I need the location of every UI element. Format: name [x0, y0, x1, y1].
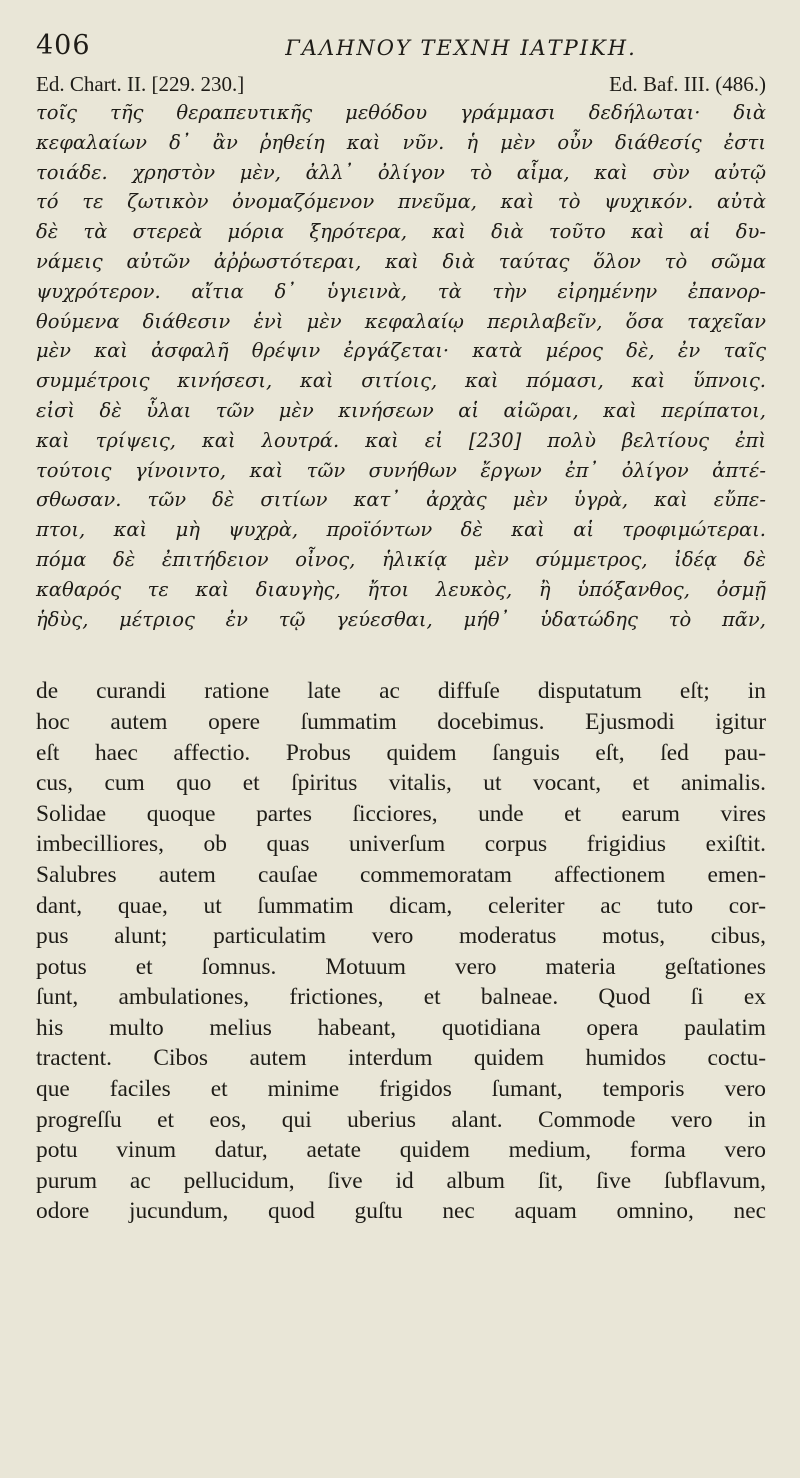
latin-text-line: eſt haec affectio. Probus quidem ſanguis eſt, ſed pau-	[36, 739, 766, 766]
latin-text-line: imbecilliores, ob quas univerſum corpus frigidius exiſtit.	[36, 831, 766, 858]
edition-reference-chart: Ed. Chart. II. [229. 230.]	[36, 72, 245, 96]
greek-text-line: νάμεις αὐτῶν ἀῤῥωστότεραι, καὶ διὰ ταύτας ὅλον τὸ σῶμα	[36, 249, 766, 273]
greek-text-line: τοῖς τῆς θεραπευτικῆς μεθόδου γράμμασι δεδήλωται· διὰ	[36, 101, 766, 124]
greek-text-line: σθωσαν. τῶν δὲ σιτίων κατ᾽ ἀρχὰς μὲν ὑγρὰ, καὶ εὔπε-	[36, 488, 766, 512]
greek-text-line: ψυχρότερον. αἴτια δ᾽ ὑγιεινὰ, τὰ τὴν εἰρημένην ἐπανορ-	[36, 279, 766, 303]
latin-text-line: dant, quae, ut ſummatim dicam, celeriter ac tuto cor-	[36, 892, 766, 919]
latin-text-block	[36, 676, 766, 1227]
greek-text-line: καὶ τρίψεις, καὶ λουτρά. καὶ εἰ [230] πολὺ βελτίους ἐπὶ	[36, 428, 766, 452]
latin-text-line: cus, cum quo et ſpiritus vitalis, ut vocant, et animalis.	[36, 770, 766, 797]
latin-text-line: ſunt, ambulationes, frictiones, et balneae. Quod ſi ex	[36, 984, 766, 1011]
greek-text-line: καθαρός τε καὶ διαυγὴς, ἤτοι λευκὸς, ἢ ὑπόξανθος, ὀσμῇ	[36, 577, 766, 601]
greek-text-line: πόμα δὲ ἐπιτήδειον οἶνος, ἡλικίᾳ μὲν σύμμετρος, ἰδέᾳ δὲ	[36, 547, 766, 571]
running-head	[36, 26, 766, 68]
latin-text-line: hoc autem opere ſummatim docebimus. Ejusmodi igitur	[36, 708, 766, 735]
edition-reference-basel: Ed. Baf. III. (486.)	[609, 72, 766, 96]
latin-text-line: Solidae quoque partes ſicciores, unde et earum vires	[36, 800, 766, 827]
greek-text-line: τοιάδε. χρηστὸν μὲν, ἀλλ᾽ ὀλίγον τὸ αἷμα, καὶ σὺν αὐτῷ	[36, 160, 766, 184]
greek-text-line: μὲν καὶ ἀσφαλῆ θρέψιν ἐργάζεται· κατὰ μέρος δὲ, ἐν ταῖς	[36, 339, 766, 363]
greek-text-line: τό τε ζωτικὸν ὀνομαζόμενον πνεῦμα, καὶ τὸ ψυχικόν. αὐτὰ	[36, 190, 766, 214]
latin-text-line: potus et ſomnus. Motuum vero materia geſtationes	[36, 953, 766, 980]
greek-text-line: εἰσὶ δὲ ὗλαι τῶν μὲν κινήσεων αἱ αἰῶραι, καὶ περίπατοι,	[36, 398, 766, 422]
latin-text-line: Salubres autem cauſae commemoratam affectionem emen-	[36, 861, 766, 888]
latin-text-line: tractent. Cibos autem interdum quidem humidos coctu-	[36, 1045, 766, 1072]
greek-text-line: πτοι, καὶ μὴ ψυχρὰ, προϊόντων δὲ καὶ αἱ τροφιμώτεραι.	[36, 518, 766, 542]
running-title: ΓΑΛΗΝΟΥ ΤΕΧΝΗ ΙΑΤΡΙΚΗ.	[285, 36, 637, 60]
latin-text-line: de curandi ratione late ac diffuſe disputatum eſt; in	[36, 678, 766, 705]
greek-text-block	[36, 98, 766, 634]
latin-text-line: purum ac pellucidum, ſive id album ſit, ſive ſubflavum,	[36, 1167, 766, 1194]
latin-text-line: que faciles et minime frigidos ſumant, temporis vero	[36, 1076, 766, 1103]
latin-text-line: odore jucundum, quod guſtu nec aquam omnino, nec	[36, 1198, 766, 1225]
greek-text-line: δὲ τὰ στερεὰ μόρια ξηρότερα, καὶ διὰ τοῦτο καὶ αἱ δυ-	[36, 220, 766, 244]
greek-text-line: τούτοις γίνοιντο, καὶ τῶν συνήθων ἔργων ἐπ᾽ ὀλίγον ἀπτέ-	[36, 458, 766, 482]
latin-text-line: progreſſu et eos, qui uberius alant. Commode vero in	[36, 1106, 766, 1133]
greek-text-line: θούμενα διάθεσιν ἑνὶ μὲν κεφαλαίῳ περιλαβεῖν, ὅσα ταχεῖαν	[36, 309, 766, 333]
greek-text-line: κεφαλαίων δ᾽ ἂν ῥηθείη καὶ νῦν. ἡ μὲν οὖν διάθεσίς ἐστι	[36, 130, 766, 154]
edition-reference-line	[36, 68, 766, 98]
greek-text-line: συμμέτροις κινήσεσι, καὶ σιτίοις, καὶ πόμασι, καὶ ὕπνοις.	[36, 369, 766, 393]
latin-text-line: his multo melius habeant, quotidiana opera paulatim	[36, 1014, 766, 1041]
latin-text-line: potu vinum datur, aetate quidem medium, forma vero	[36, 1137, 766, 1164]
latin-text-line: pus alunt; particulatim vero moderatus motus, cibus,	[36, 923, 766, 950]
page-number: 406	[36, 30, 91, 61]
greek-text-line: ἡδὺς, μέτριος ἐν τῷ γεύεσθαι, μήθ᾽ ὑδατώδης τὸ πᾶν,	[36, 607, 766, 631]
